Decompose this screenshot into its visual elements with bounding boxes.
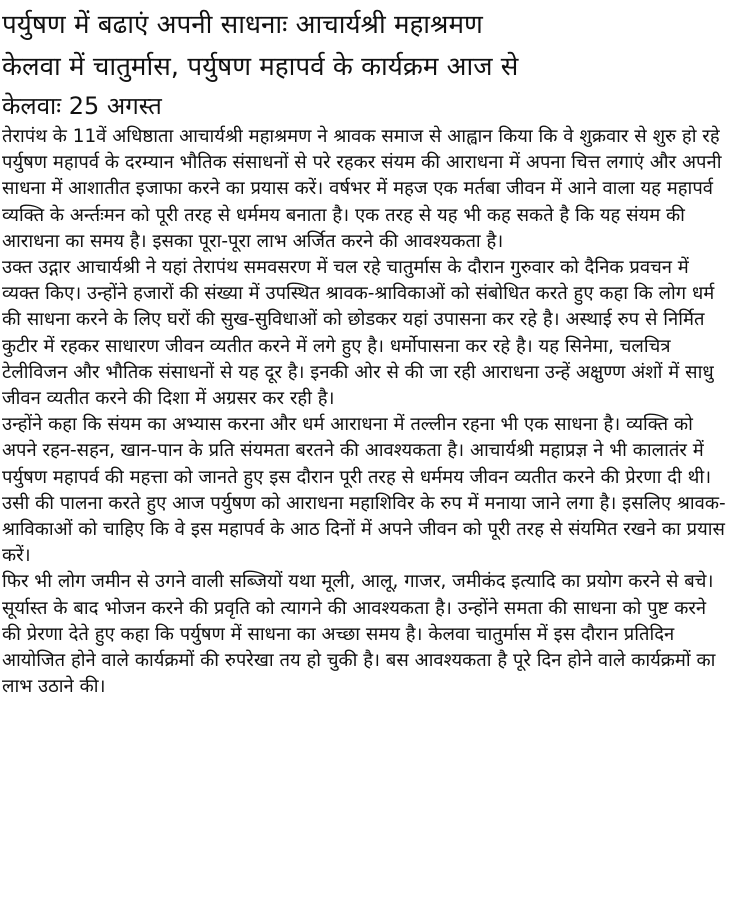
headline-line-2: केलवा में चातुर्मास, पर्युषण महापर्व के कार्यक्रम आज से — [2, 52, 519, 82]
paragraph-3: उन्होंने कहा कि संयम का अभ्यास करना और धर्म आराधना में तल्लीन रहना भी एक साधना है। व्यक्ति को अपने रहन-सहन, खान-पान के प्रति संयमता बरतने की आवश्यकता है। आचार्यश्री महाप्रज्ञ ने भी कालातंर में पर्युषण महापर्व की महत्ता को जानते हुए इस दौरान पूरी तरह से धर्ममय जीवन व्यतीत करने की प्रेरणा दी थी। उसी की पालना करते हुए आज पर्युषण को आराधना महाशिविर के रुप में मनाया जाने लगा है। इसलिए श्रावक-श्राविकाओं को चाहिए कि वे इस महापर्व के आठ दिनों में अपने जीवन को पूरी तरह से संयमित रखने का प्रयास करें। — [2, 414, 726, 567]
dateline: केलवाः 25 अगस्त — [2, 92, 162, 120]
paragraph-2: उक्त उद्गार आचार्यश्री ने यहां तेरापंथ समवसरण में चल रहे चातुर्मास के दौरान गुरुवार को दैनिक प्रवचन में व्यक्त किए। उन्होंने हजारों की संख्या में उपस्थित श्रावक-श्राविकाओं को संबोधित करते हुए कहा कि लोग धर्म की साधना करने के लिए घरों की सुख-सुविधाओं को छोडकर यहां उपासना कर रहे है। अस्थाई रुप से निर्मित कुटीर में रहकर साधारण जीवन व्यतीत करने में लगे हुए है। धर्मोपासना कर रहे है। यह सिनेमा, चलचित्र टेलीविजन और भौतिक संसाधनों से यह दूर है। इनकी ओर से की जा रही आराधना उन्हें अक्षुण्ण अंशों में साधु जीवन व्यतीत करने की दिशा में अग्रसर कर रही है। — [2, 257, 715, 410]
headline-line-1: पर्युषण में बढाएं अपनी साधनाः आचार्यश्री महाश्रमण — [2, 10, 483, 40]
paragraph-4: फिर भी लोग जमीन से उगने वाली सब्जियों यथा मूली, आलू, गाजर, जमीकंद इत्यादि का प्रयोग करने से बचे। सूर्यास्त के बाद भोजन करने की प्रवृति को त्यागने की आवश्यकता है। उन्होंने समता की साधना को पुष्ट करने की प्रेरणा देते हुए कहा कि पर्युषण में साधना का अच्छा समय है। केलवा चातुर्मास में इस दौरान प्रतिदिन आयोजित होने वाले कार्यक्रमों की रुपरेखा तय हो चुकी है। बस आवश्यकता है पूरे दिन होने वाले कार्यक्रमों का लाभ उठाने की। — [2, 571, 716, 698]
paragraph-1: तेरापंथ के 11वें अधिष्ठाता आचार्यश्री महाश्रमण ने श्रावक समाज से आह्वान किया कि वे शुक्रवार से शुरु हो रहे पर्युषण महापर्व के दरम्यान भौतिक संसाधनों से परे रहकर संयम की आराधना में अपना चित्त लगाएं और अपनी साधना में आशातीत इजाफा करने का प्रयास करें। वर्षभर में महज एक मर्तबा जीवन में आने वाला यह महापर्व व्यक्ति के अर्न्तःमन को पूरी तरह से धर्ममय बनाता है। एक तरह से यह भी कह सकते है कि यह संयम की आराधना का समय है। इसका पूरा-पूरा लाभ अर्जित करने की आवश्यकता है। — [2, 126, 722, 252]
